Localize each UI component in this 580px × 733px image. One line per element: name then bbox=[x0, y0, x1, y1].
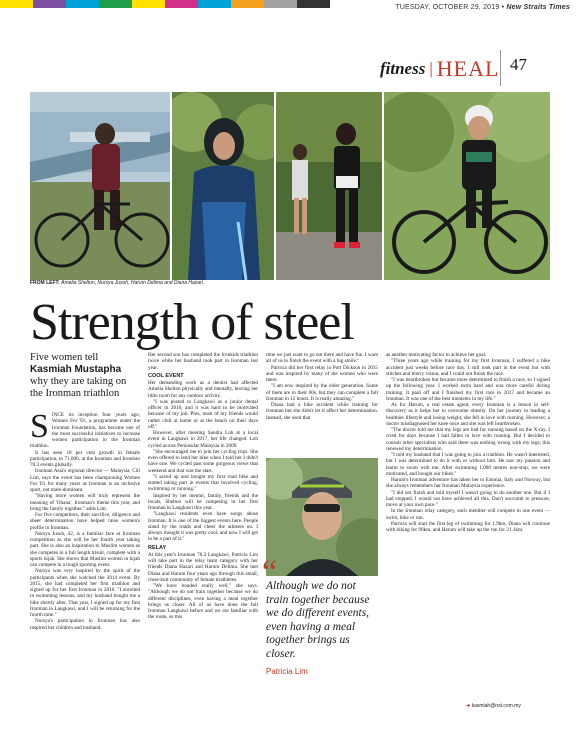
col4-para-9: In the Ironman relay category, each member will compete in one event — swim, bike or run. bbox=[386, 508, 550, 521]
photo-caption bbox=[30, 280, 204, 286]
standfirst-line2: why they are taking on the Ironman triathlon bbox=[30, 376, 127, 400]
col4-para-6: "I told my husband that I was going to join a triathlon. He wasn't interested, but I was determined to do it with or without him. He saw my passion and learnt to swim with me. After swimming 1,000 metres non-stop, we were motivated, and bought our bikes." bbox=[386, 452, 550, 477]
page-number-divider bbox=[500, 50, 501, 86]
col2-para-6: "I saved up and bought my first road bike and started taking part in events that involved cycling, swimming or running." bbox=[148, 473, 258, 493]
email-arrow-icon: ➜ bbox=[466, 703, 471, 709]
section-fitness: fitness bbox=[380, 59, 426, 78]
standfirst-line1: Five women tell bbox=[30, 352, 99, 363]
col3-para-3: "I am now inspired by the older generation. Some of them are in their 60s, but they can complete a full Ironman in 12 hours. It is really amazing." bbox=[266, 383, 378, 402]
masthead-date: TUESDAY, OCTOBER 29, 2019 • bbox=[395, 4, 505, 11]
quote-mark-icon: “ bbox=[262, 554, 278, 591]
col4-para-3: "I was heartbroken but became more determined to finish a race, so I signed up the following year. I worked extra hard and was more careful during training. It paid off and I finished my first race in 2017 and became an Ironman. It was one of the best moments in my life." bbox=[386, 377, 550, 402]
drop-cap: S bbox=[30, 408, 49, 445]
color-swatch bbox=[264, 0, 297, 8]
pull-quote bbox=[266, 580, 378, 679]
col4-para-1: as another motivating factor to achieve her goal. bbox=[386, 352, 487, 358]
color-swatch bbox=[33, 0, 66, 8]
color-swatch bbox=[231, 0, 264, 8]
subhead-cool-event: COOL EVENT bbox=[148, 372, 184, 379]
section-label bbox=[380, 56, 499, 82]
col1-para-8: Nursya's participation in Ironman has also inspired her children and husband. bbox=[30, 618, 140, 631]
headline: Strength of steel bbox=[30, 294, 354, 351]
masthead bbox=[395, 4, 570, 11]
photo-harum-delima bbox=[276, 92, 382, 280]
standfirst bbox=[30, 352, 140, 400]
caption-lead: FROM LEFT: bbox=[30, 280, 60, 286]
col1-para-7: Nursya was very inspired by the spirit of the participants when she watched the 2014 event. By 2015, she had completed her first triathlon and signed up for her first Ironman in 2016. "I enrolled in swimming lessons, and my husband bought me a bike shortly after. That year, I signed up for my first Ironman in Langkawi, and I will be returning for the fourth time." bbox=[30, 568, 140, 618]
color-swatch bbox=[165, 0, 198, 8]
color-swatch bbox=[0, 0, 33, 8]
photo-patricia-lim bbox=[266, 458, 378, 576]
col4-para-8: "I did not finish and told myself I wasn't going to do another one. But if I had stopped, I would not have achieved all this. Don't succumb to pressure, move at your own pace." bbox=[386, 489, 550, 508]
col4-para-5: "The doctor told me that my legs are bad for running based on the X-ray. I cried for days because I had fallen in love with running. But I decided to consult other specialists who said there was nothing wrong with my legs; this renewed my determination. bbox=[386, 427, 550, 452]
color-registration-bar bbox=[0, 0, 330, 8]
col1-para-1 bbox=[30, 408, 140, 450]
col1-para-2: It has seen 18 per cent growth in female participation, to 71,000, at the Ironman and Ironman 70.3 events globally. bbox=[30, 449, 140, 468]
col4-para-2: "Three years ago while training for my first Ironman, I suffered a bike accident just weeks before race day. I still took part in the event but with stitches and blurry vision, and I could not finish the race. bbox=[386, 358, 550, 377]
subhead-relay: RELAY bbox=[148, 544, 167, 551]
col2-para-5: "She encouraged me to join her cycling trips. She even offered to lend her bike when I told her I didn't have one. We cycled past some gorgeous views that weekend and that was the start. bbox=[148, 448, 258, 474]
page-number: 47 bbox=[510, 55, 527, 74]
masthead-paper: New Straits Times bbox=[506, 4, 570, 11]
section-heal: HEAL bbox=[436, 56, 500, 81]
author-email-text: kasmiah@nst.com.my bbox=[471, 703, 521, 709]
pull-quote-attribution: Patricia Lim bbox=[266, 667, 308, 676]
col2-para-3: "I was posted to Langkawi as a junior dental officer in 2016, and it was hard to be motivated because of my job. Plus, most of my friends would rather chill at home or at the beach on their days off." bbox=[148, 398, 258, 430]
col3-para-1: time we just want to go out there and have fun. I want all of us to finish the event with a big smile." bbox=[266, 352, 378, 365]
col1-para-1-text: INCE its inception four years ago, Women For Tri, a programme under the Ironman Foundation, has become one of the most successful initiatives to increase women participation in the Ironman triathlon. bbox=[30, 412, 140, 450]
article-column-3 bbox=[266, 352, 378, 421]
color-swatch bbox=[132, 0, 165, 8]
color-swatch bbox=[66, 0, 99, 8]
col1-para-5: For five competitors, their sacrifice, diligence and sheer determination have helped raise women's profile in Ironman. bbox=[30, 512, 140, 531]
col2-para-7: Inspired by her mentor, family, friends and the locals, Shelton will be competing in her first Ironman in Langkawi this year. bbox=[148, 492, 258, 511]
color-swatch bbox=[198, 0, 231, 8]
author-email bbox=[466, 703, 521, 709]
col2-para-8: "Langkawi residents even have songs about Ironman. It is one of the biggest events here. People stand by the roads and cheer the athletes on. I always thought it was pretty cool, and now I will get to be a part of it." bbox=[148, 511, 258, 543]
article-column-2 bbox=[148, 352, 258, 621]
col2-para-2: Her demanding work as a dentist had affected Amelia Shelton physically and mentally, leaving her little room for any outdoor activity. bbox=[148, 380, 258, 399]
col4-para-4: As for Harum, a real estate agent, every Ironman is a lesson in self-discovery as it helps her to overcome obesity. On her journey to leading a healthier lifestyle and losing weight, she fell in love with running. However, a doctor misdiagnosed her knee once and she was left heartbroken. bbox=[386, 402, 550, 427]
article-column-1 bbox=[30, 408, 140, 631]
col2-para-9: At this year's Ironman 70.3 Langkawi, Patricia Lim will take part in the relay team category with her friends Diana Hazari and Harum Delima. She met Diana and Harum four years ago through this small, close-knit community of female triathletes. bbox=[148, 551, 258, 583]
section-divider: | bbox=[429, 59, 433, 78]
col1-para-4: "Having more women will truly represent the meaning of 'Ohana', Ironman's theme this year, and bring the family together," adds Lim. bbox=[30, 493, 140, 512]
caption-names: Amelia Shelton, Nursya Jusoh, Harum Delima and Diana Hazari. bbox=[61, 280, 205, 286]
color-swatch bbox=[99, 0, 132, 8]
standfirst-author: Kasmiah Mustapha bbox=[30, 364, 122, 376]
photo-amelia-shelton bbox=[30, 92, 170, 280]
col3-para-2: Patricia did her first relay in Port Dickson in 2015 and was inspired by many of the women who were there. bbox=[266, 364, 378, 383]
col2-para-1: Her second son has completed the Ironkids triathlon twice while her husband took part in Ironman last year. bbox=[148, 352, 258, 371]
col1-para-6: Nursya Jusoh, 42, is a familiar face at Ironman competition as she will be her fourth year taking part. She is also an inspiration to Muslim women as she competes in a full length trisuit, complete with a sports hijab. She shows that Muslim women in hijab can compete in a tough sporting event. bbox=[30, 530, 140, 568]
article-column-4 bbox=[386, 352, 550, 533]
col4-para-10: Patricia will start the first leg of swimming for 1.9km, Diana will continue with biking for 90km, and Harum will take up the run for 21.1km. bbox=[386, 520, 550, 533]
col2-para-10: "We have bonded really well," she says. "Although we do not train together because we do different disciplines, even having a meal together brings us closer. All of us have done the full Ironman Langkawi before and we are familiar with the route, so this bbox=[148, 583, 258, 621]
col1-para-3: Ironman Asia's regional director — Malaysia, Cill Lim, says the event has been championing Women For Tri for many years as Ironman is an inclusive sport, not male-dominant. bbox=[30, 468, 140, 493]
col3-para-4: Diana had a bike accident while training for Ironman but she didn't let it affect her determination. Instead, she used that bbox=[266, 402, 378, 421]
pull-quote-text: Although we do not train together because we do different events, even having a meal together brings us closer. bbox=[266, 580, 370, 660]
color-swatch bbox=[297, 0, 330, 8]
photo-nursya-jusoh bbox=[172, 92, 274, 280]
col4-para-7: Harum's Ironman adventure has taken her to Estonia, Italy and Norway, but she always remembers her Ironman Malaysia experience. bbox=[386, 477, 550, 490]
col2-para-4: However, after meeting Sandra Loh at a local event in Langkawi in 2017, her life changed. Loh cycled across Peninsular Malaysia in 2009. bbox=[148, 430, 258, 449]
photo-diana-hazari bbox=[384, 92, 550, 280]
